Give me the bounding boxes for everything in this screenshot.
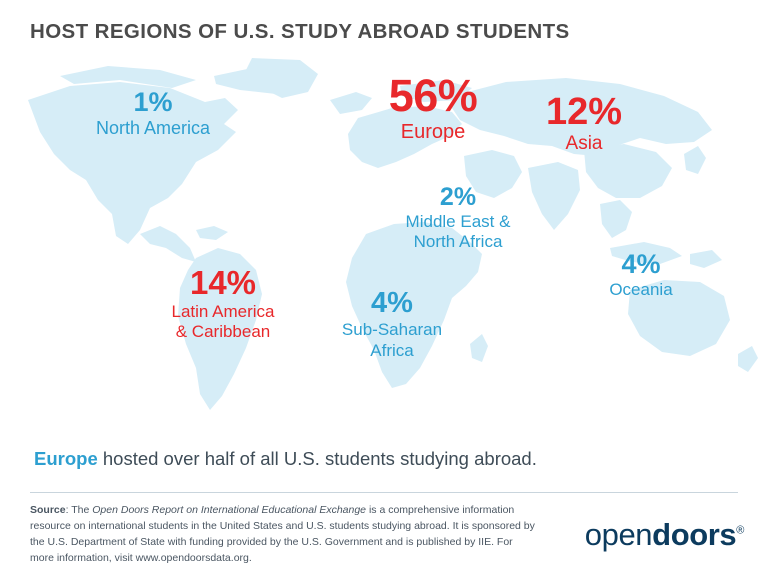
region-value-sub-saharan-africa: 4% [371, 287, 413, 319]
region-value-middle-east-north-africa: 2% [439, 183, 477, 211]
region-name-sub-saharan-africa-line2: Africa [370, 340, 414, 360]
logo-doors-text: doors [652, 517, 737, 552]
summary-statement [34, 448, 537, 470]
region-label-europe [353, 72, 513, 143]
summary-accent-word: Europe [34, 448, 98, 469]
region-name-europe: Europe [400, 120, 466, 143]
world-map-chart [0, 58, 768, 428]
source-label: Source [30, 504, 66, 516]
region-label-north-america [58, 88, 248, 139]
region-label-latin-america-caribbean [128, 265, 318, 341]
region-label-asia [500, 92, 668, 155]
source-text-part1: : The [65, 504, 93, 516]
source-text-part2: is a comprehensive information resource on international students in the United States and U.S. students studying abroad. It is sponsored by the U.S. Department of State with funding provided by the U.S. Government and is published by IIE. For more information, visit [30, 504, 535, 564]
source-text-part3: . [248, 551, 252, 564]
region-value-oceania: 4% [621, 249, 661, 279]
region-name-asia: Asia [565, 133, 603, 155]
summary-rest-text: hosted over half of all U.S. students studying abroad. [97, 448, 537, 469]
region-name-middle-east-north-africa-line1: Middle East & [405, 212, 511, 231]
footer-divider [30, 492, 738, 493]
region-value-europe: 56% [388, 70, 478, 121]
region-name-middle-east-north-africa-line2: North Africa [413, 232, 503, 252]
region-name-latin-america-caribbean-line2: & Caribbean [175, 321, 271, 341]
region-label-middle-east-north-africa [358, 184, 558, 252]
region-name-latin-america-caribbean-line1: Latin America [171, 301, 275, 321]
opendoors-logo [585, 517, 744, 553]
region-name-sub-saharan-africa-line1: Sub-Saharan [341, 320, 443, 340]
region-label-oceania [566, 250, 716, 300]
source-note [30, 503, 535, 567]
logo-open-text: open [584, 517, 653, 552]
source-website-link[interactable]: www.opendoorsdata.org [135, 551, 249, 564]
source-report-title: Open Doors Report on International Educational Exchange [92, 504, 367, 516]
registered-trademark-icon: ® [736, 524, 744, 537]
region-name-oceania: Oceania [609, 280, 673, 300]
region-value-asia: 12% [545, 91, 623, 133]
region-name-north-america: North America [95, 118, 211, 139]
region-label-sub-saharan-africa [302, 288, 482, 360]
region-value-latin-america-caribbean: 14% [189, 264, 257, 301]
page-title: HOST REGIONS OF U.S. STUDY ABROAD STUDENTS [30, 20, 570, 43]
region-value-north-america: 1% [133, 87, 173, 117]
